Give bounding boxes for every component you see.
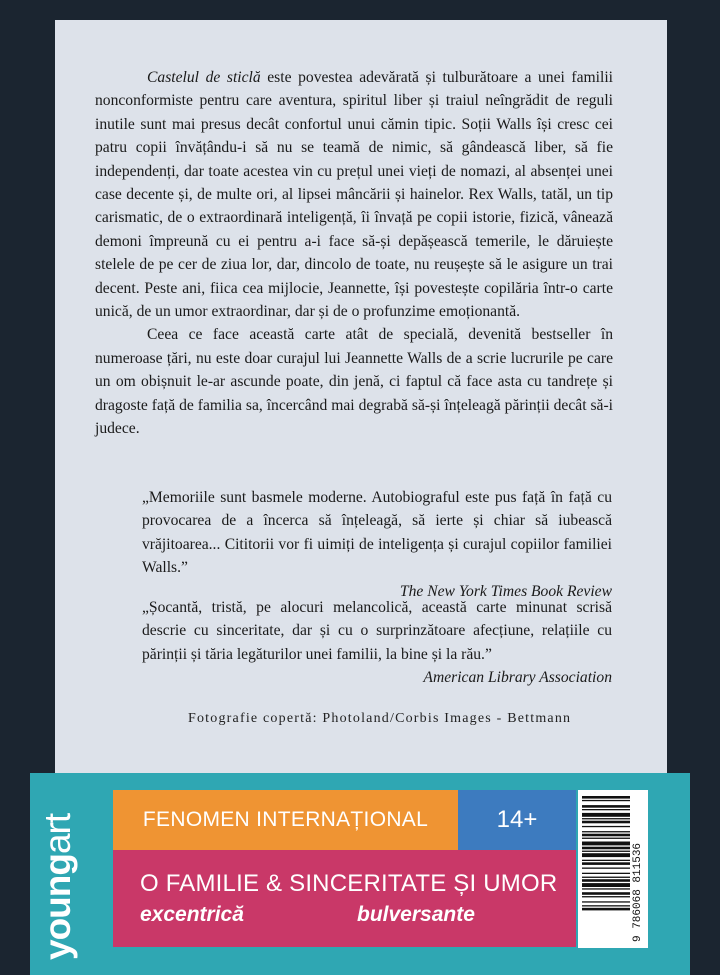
tagline-box [113,850,576,947]
barcode-bar [582,908,630,911]
publisher-logo-part2: art [37,813,78,855]
tagline-line-1: O FAMILIE & SINCERITATE ȘI UMOR [140,870,558,897]
barcode-bar [582,888,630,889]
barcode-bar [582,821,630,824]
barcode-bar [582,853,630,857]
review-quote-2-text: „Șocantă, tristă, pe alocuri melancolică, această carte minunat scrisă descrie cu sinceritate, dar și cu o surprinzătoare afecțiune, relațiile cu părinții și tăria legăturilor unei familii, la bine și la rău.” [142,599,612,663]
barcode-bar [582,901,630,902]
barcode-digits: 9 786068 811536 [632,842,644,942]
barcode-bar [582,883,630,887]
isbn-barcode [578,790,648,948]
barcode-bar [582,800,630,801]
barcode-bar [582,831,630,832]
book-blurb [95,66,613,441]
publisher-logo [39,814,76,960]
international-phenomenon-badge: FENOMEN INTERNAȚIONAL [113,790,458,850]
barcode-bar [582,860,630,861]
barcode-bar [582,813,630,817]
tagline-word-right: bulversante [357,903,475,926]
barcode-bar [582,842,630,846]
age-rating-badge: 14+ [458,790,576,850]
barcode-bar [582,796,630,799]
blurb-paragraph-1 [95,66,613,323]
barcode-graphic [578,790,648,948]
barcode-bar [582,834,630,837]
barcode-bar [582,851,630,852]
book-title: Castelul de sticlă [147,69,261,86]
barcode-bars [582,796,630,910]
barcode-bar [582,805,630,808]
review-quote-2 [142,596,612,690]
barcode-bar [582,826,630,827]
barcode-bar [582,862,630,865]
cover-photo-credit: Fotografie copertă: Photoland/Corbis Images - Bettmann [188,711,572,726]
blurb-paragraph-1-text: este povestea adevărată și tulburătoare a unei familii nonconformiste pentru care aventura, spiritul liber și traiul neîngrădit de reguli inutile sunt mai presus decât confortul unui cămin tipic. Soții Walls își cresc cei patru copii învățându-i să nu se teamă de nimic, să gândească liber, să fie independenți, dar toate acestea vin cu prețul unei vieți de nomazi, al absenței unei case decente și, de multe ori, al lipsei mâncării și hainelor. Rex Walls, tatăl, un tip carismatic, de o extraordinară inteligență, îi învață pe copii istorie, fizică, vânează demoni împreună cu ei pentru a-i face să-și depășească temerile, le dăruiește stelele de pe cer de ziua lor, dar, dincolo de toate, nu reușește să le asigure un trai decent. Peste ani, fiica cea mijlocie, Jeannette, își povestește copilăria într-o carte unică, de un umor extraordinar, dar și de o profunzime emoționantă. [95,69,613,321]
review-quote-2-source: American Library Association [423,669,612,687]
barcode-bar [582,877,630,878]
tagline-word-left: excentrică [140,903,244,926]
review-quote-1-source: The New York Times Book Review [399,582,612,600]
review-quote-1-text: „Memoriile sunt basmele moderne. Autobiograful este pus față în față cu provocarea de a încerca să înțeleagă, să ierte și chiar să iubească vrăjitoarea... Cititorii vor fi uimiți de inteligența și curajul copiilor familiei Walls.” [142,489,612,577]
review-quote-1 [142,486,612,603]
barcode-bar [582,838,630,839]
barcode-bar [582,879,630,882]
barcode-bar [582,847,630,850]
blurb-paragraph-2: Ceea ce face această carte atât de specială, devenită bestseller în numeroase țări, nu este doar curajul lui Jeannette Walls de a scrie lucrurile pe care un om obișnuit le-ar ascunde poate, din jenă, ci faptul că face asta cu tandrețe și dragoste față de familia sa, încercând mai degrabă să-și înțeleagă părinții decât să-i judece. [95,326,613,438]
barcode-bar [582,818,630,819]
barcode-bar [582,868,630,869]
barcode-bar [582,905,630,906]
barcode-bar [582,873,630,874]
publisher-logo-part1: young [37,854,78,960]
barcode-bar [582,809,630,810]
barcode-bar [582,896,630,897]
barcode-bar [582,892,630,895]
